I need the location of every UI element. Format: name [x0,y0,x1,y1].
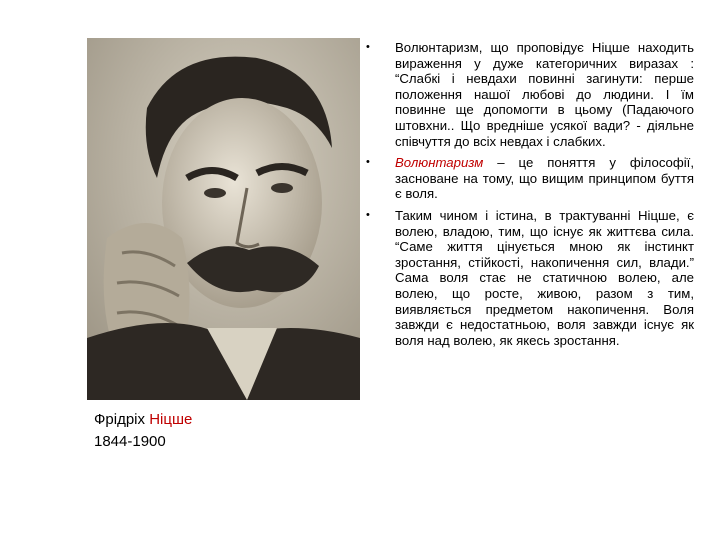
bullet-dot: • [366,208,370,221]
bullet-item [364,40,694,149]
bullet-item [364,208,694,348]
caption-first-name: Фрідріх [94,411,146,428]
bullet-text: – це поняття у філософії, засноване на тому, що вищим принципом буття є воля. [395,155,694,202]
portrait-photo [87,38,360,400]
portrait-caption [94,409,192,453]
bullet-text: Таким чином і істина, в трактуванні Ніцше, є волею, владою, тим, що існує як життєва сила. “Саме життя цінується мною як інстинкт зростання, стійкості, накопичення сил, влади.” Сама воля стає не статичною волею, але волею, що росте, живою, разом з тим, виявляється предметом накопичення. Воля завжди є недостатньою, воля завжди існує як воля над волею, як якесь зростання. [395,207,694,348]
caption-years: 1844-1900 [94,433,166,450]
bullet-dot: • [366,41,370,53]
bullet-term: Волюнтаризм [395,155,484,171]
bullet-list [364,40,694,354]
caption-surname: Ніцше [149,411,193,428]
bullet-dot: • [366,156,370,169]
bullet-item [364,155,694,202]
portrait-image [87,38,360,400]
bullet-text: Волюнтаризм, що проповідує Ніцше находить вираження у дуже категоричних виразах : “Слабкі і невдахи повинні загинути: перше положення нашої любові до людини. І їм повинне ще допомогти в цьому (Падаючого штовхни.. Що вредніше усякої вади? - діяльне співчуття до всіх невдах і слабких. [395,40,694,149]
caption-name-line [94,409,192,431]
